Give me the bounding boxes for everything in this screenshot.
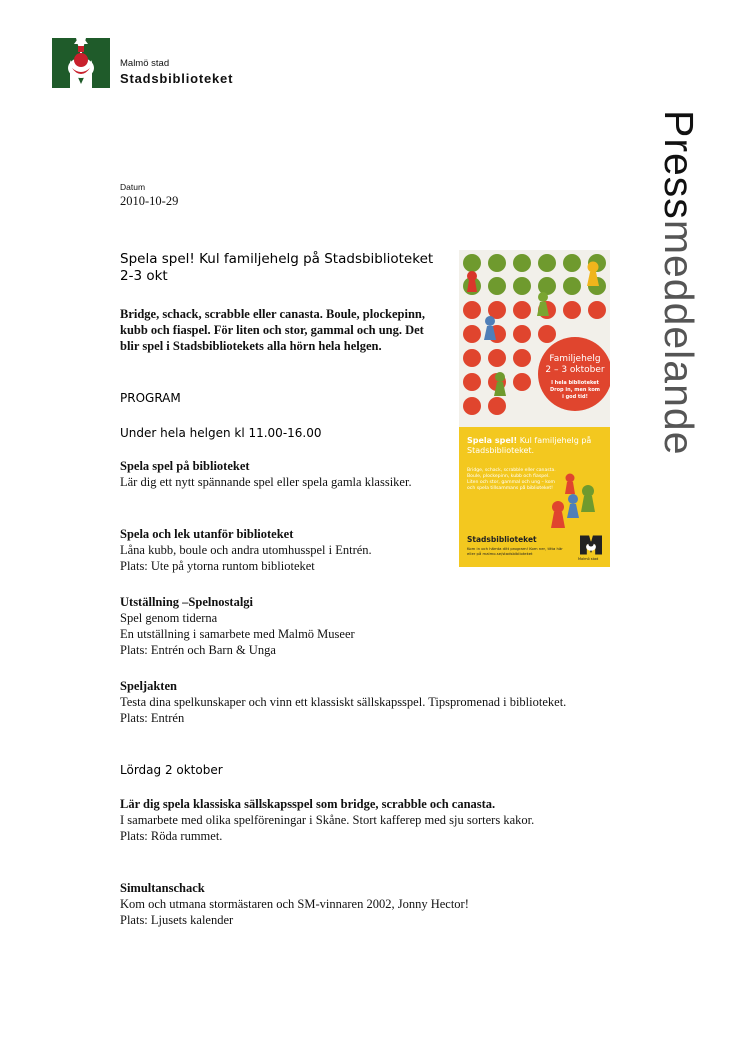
date-label: Datum [120, 182, 146, 192]
poster-body: Bridge, schack, scrabble eller canasta. Boule, plockepinn, kubb och fiaspel. Liten och stor, gammal och ung – kom och spela tillsammans på biblioteket! [467, 468, 556, 491]
poster-badge-sub-3: i god tid! [562, 394, 588, 400]
poster-badge-sub-2: Drop in, men kom [549, 387, 601, 393]
pawn-yellow [587, 262, 599, 287]
date-value: 2010-10-29 [120, 194, 179, 208]
program-item-title: Spela spel på biblioteket [120, 459, 250, 473]
program-item-line: Spel genom tiderna [120, 611, 218, 625]
program-item-title: Utställning –Spelnostalgi [120, 595, 254, 609]
program-item-line: En utställning i samarbete med Malmö Museer [120, 627, 355, 641]
poster-badge-title-2: 2 – 3 oktober [545, 365, 605, 375]
program-item [120, 594, 590, 658]
poster-badge-sub-1: I hela biblioteket [551, 380, 599, 386]
poster-headline-rest: Kul familjehelg på Stadsbiblioteket. [467, 436, 592, 455]
lead-paragraph: Bridge, schack, scrabble eller canasta. Boule, plockepinn, kubb och fiaspel. För liten och stor, gammal och ung. Det blir spel i Stadsbibliotekets alla hörn hela helgen. [120, 307, 425, 353]
poster-pawns-graphic [545, 472, 605, 532]
poster-small-print: Kom in och hämta ditt program! Kom ner, titta här eller på malmo.se/stadsbiblioteket [467, 546, 563, 556]
program-item-line: Låna kubb, boule och andra utomhusspel i Entrén. [120, 543, 372, 557]
press-word: Press [656, 110, 702, 220]
program-item-line: Plats: Röda rummet. [120, 829, 223, 843]
program-item-line: Plats: Entrén och Barn & Unga [120, 643, 276, 657]
press-release-label [630, 110, 710, 550]
program-item [120, 880, 590, 928]
unit-name: Stadsbiblioteket [120, 71, 234, 86]
meddelande-word: meddelande [656, 219, 702, 456]
program-item-line: Plats: Entrén [120, 711, 185, 725]
poster-badge-title-1: Familjehelg [549, 354, 601, 364]
page-title: Spela spel! Kul familjehelg på Stadsbiblioteket 2-3 okt [120, 251, 434, 284]
poster-headline [467, 436, 607, 456]
program-item-title: Spela och lek utanför biblioteket [120, 527, 294, 541]
poster-mini-logo-text: Malmö stad [578, 557, 599, 561]
program-item-title: Simultanschack [120, 881, 205, 895]
poster-library-name: Stadsbiblioteket [467, 535, 537, 544]
program-heading: PROGRAM [120, 391, 181, 405]
malmo-stad-logo [52, 38, 110, 88]
section-heading-saturday: Lördag 2 oktober [120, 763, 223, 777]
program-item-line: Plats: Ute på ytorna runtom biblioteket [120, 559, 315, 573]
section-heading-weekend: Under hela helgen kl 11.00-16.00 [120, 426, 322, 440]
program-item-line: I samarbete med olika spelföreningar i Skåne. Stort kafferep med sju sorters kakor. [120, 813, 535, 827]
program-item [120, 796, 590, 844]
org-name: Malmö stad [120, 58, 170, 69]
program-item-line: Kom och utmana stormästaren och SM-vinnaren 2002, Jonny Hector! [120, 897, 469, 911]
event-poster [459, 250, 610, 567]
program-item-line: Plats: Ljusets kalender [120, 913, 234, 927]
program-item [120, 678, 590, 726]
poster-headline-bold: Spela spel! [467, 436, 518, 445]
poster-mini-logo [580, 532, 602, 558]
poster-dots-graphic [459, 250, 610, 427]
program-item-title: Lär dig spela klassiska sällskapsspel som bridge, scrabble och canasta. [120, 797, 496, 811]
program-item-title: Speljakten [120, 679, 177, 693]
program-item-line: Lär dig ett nytt spännande spel eller spela gamla klassiker. [120, 475, 412, 489]
program-item-line: Testa dina spelkunskaper och vinn ett klassiskt sällskapsspel. Tipspromenad i biblioteket. [120, 695, 567, 709]
